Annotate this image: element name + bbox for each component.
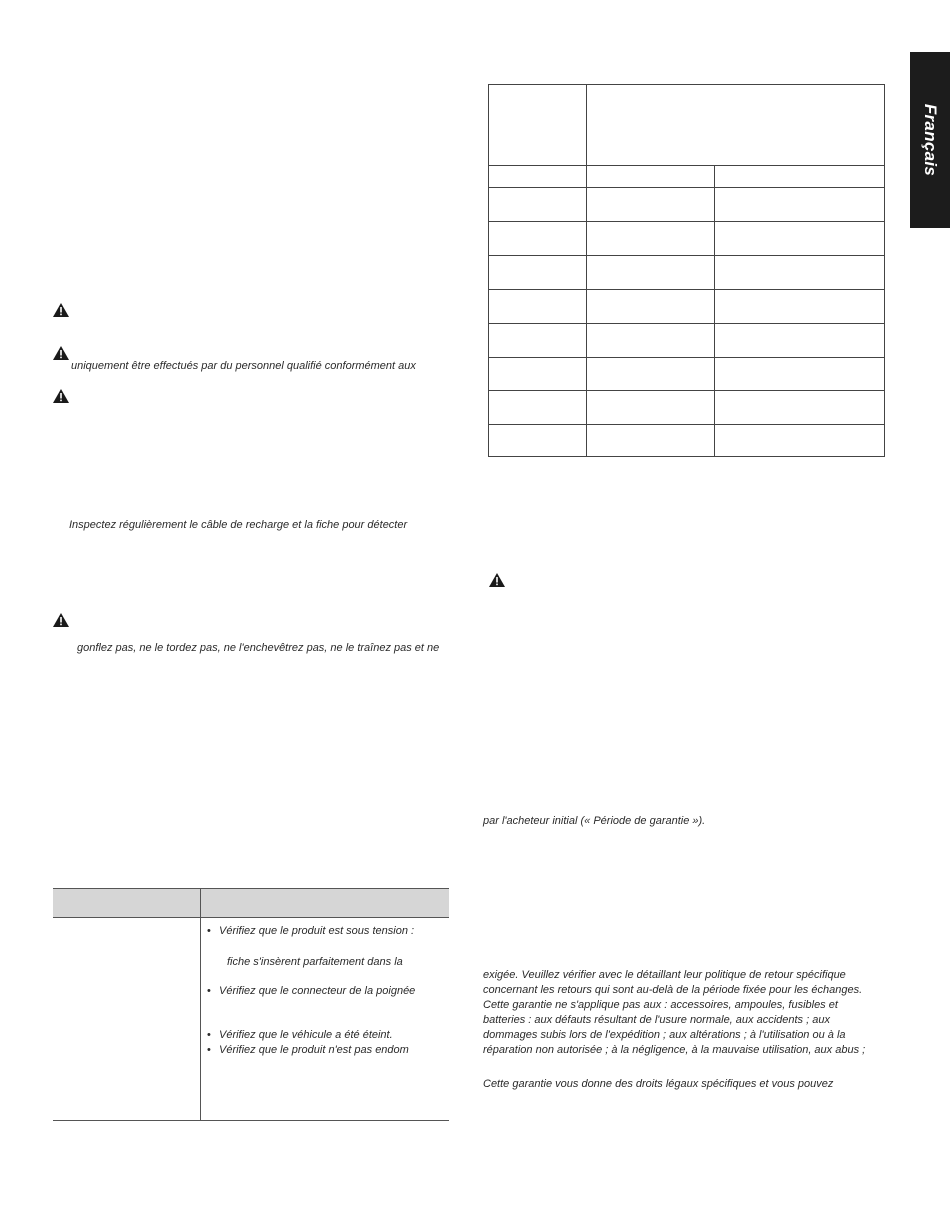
list-item-continuation: fiche s'insèrent parfaitement dans la: [227, 956, 403, 968]
table-row-divider: [489, 187, 884, 188]
list-item: • Vérifiez que le produit est sous tension :: [219, 925, 414, 937]
warning-icon: [489, 573, 505, 587]
paragraph-line: Cette garantie ne s'applique pas aux : accessoires, ampoules, fusibles et: [483, 999, 838, 1011]
list-item: • Vérifiez que le véhicule a été éteint.: [219, 1029, 393, 1041]
legal-rights-text: Cette garantie vous donne des droits légaux spécifiques et vous pouvez: [483, 1078, 834, 1090]
table-row-divider: [489, 357, 884, 358]
list-item: • Vérifiez que le produit n'est pas endom: [219, 1044, 409, 1056]
warning-icon: [53, 613, 69, 627]
table-row-divider: [489, 390, 884, 391]
troubleshooting-table-header: [53, 889, 449, 918]
list-item: • Vérifiez que le connecteur de la poignée: [219, 985, 415, 997]
table-row-divider: [489, 221, 884, 222]
warning-icon: [53, 389, 69, 403]
specifications-table: [488, 84, 885, 457]
warranty-exclusions-paragraph: [483, 968, 919, 1058]
table-column-divider: [586, 85, 587, 456]
language-tab-label: Français: [921, 103, 940, 177]
table-column-divider: [200, 889, 201, 1120]
table-row-divider: [489, 289, 884, 290]
maintenance-text-inspect: Inspectez régulièrement le câble de recharge et la fiche pour détecter: [69, 519, 408, 531]
paragraph-line: batteries : aux défauts résultant de l'usure normale, aux accidents ; aux: [483, 1014, 830, 1026]
table-row-divider: [489, 323, 884, 324]
warranty-period-text: par l'acheteur initial (« Période de garantie »).: [483, 815, 706, 827]
table-row-divider: [489, 424, 884, 425]
paragraph-line: concernant les retours qui sont au-delà de la période fixée pour les échanges.: [483, 984, 863, 996]
paragraph-line: dommages subis lors de l'expédition ; aux altérations ; à l'utilisation ou à la: [483, 1029, 846, 1041]
troubleshooting-table: [53, 888, 449, 1121]
warning-icon: [53, 346, 69, 360]
paragraph-line: réparation non autorisée ; à la négligence, à la mauvaise utilisation, aux abus ;: [483, 1044, 866, 1056]
table-row-divider: [489, 255, 884, 256]
warning-icon: [53, 303, 69, 317]
table-row-divider: [489, 165, 884, 166]
table-column-divider: [714, 165, 715, 456]
warning-text-qualified: uniquement être effectués par du personnel qualifié conformément aux: [71, 360, 416, 372]
language-tab[interactable]: [910, 52, 950, 228]
warning-text-cable: gonflez pas, ne le tordez pas, ne l'enchevêtrez pas, ne le traînez pas et ne: [77, 642, 440, 654]
paragraph-line: exigée. Veuillez vérifier avec le détaillant leur politique de retour spécifique: [483, 969, 846, 981]
